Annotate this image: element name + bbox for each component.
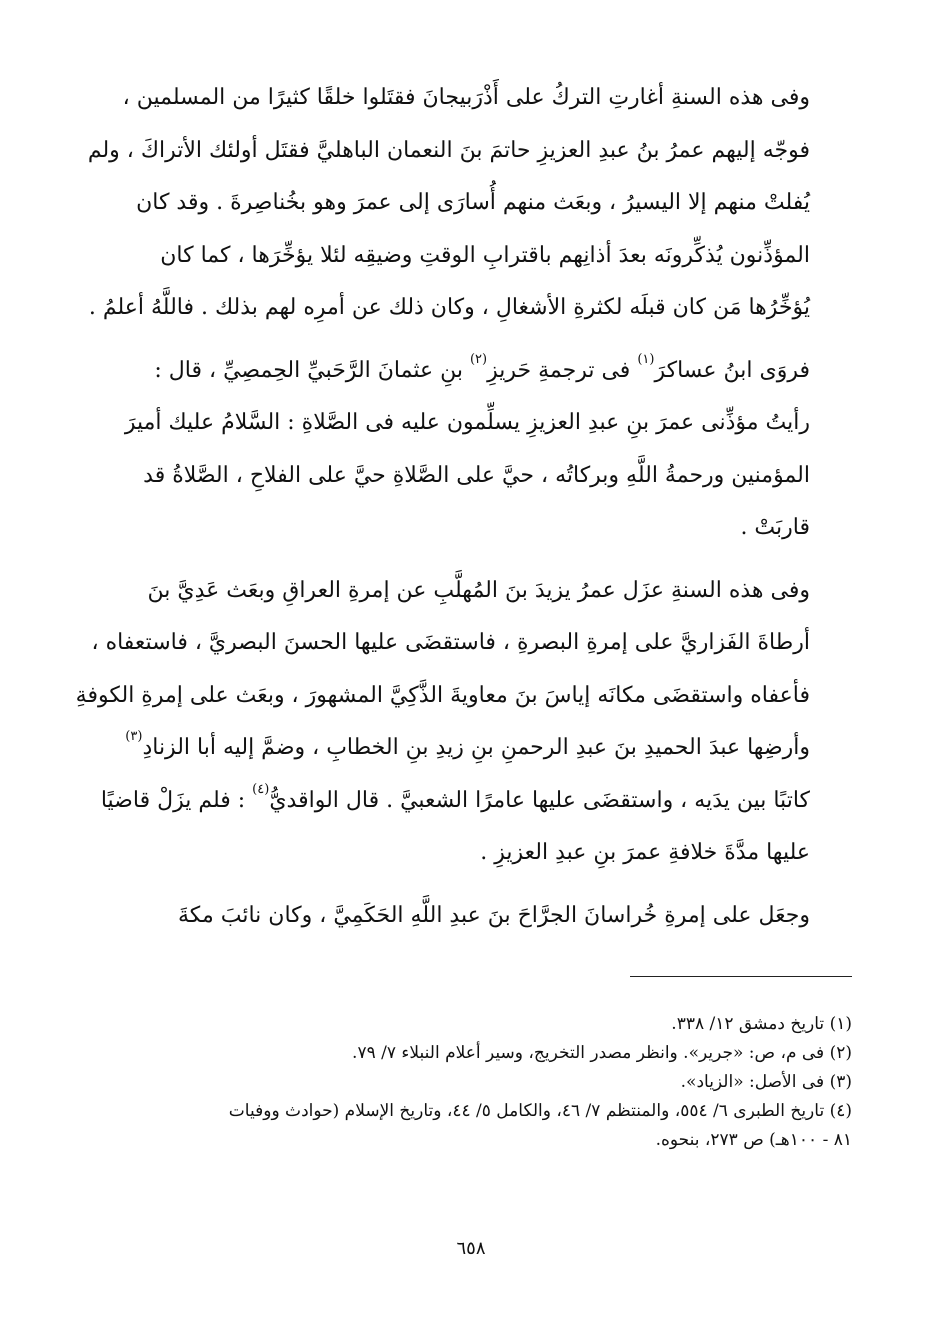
footnote-4-continued: ٨١ - ١٠٠هـ) ص ٢٧٣، بنحوه. xyxy=(655,1130,852,1150)
text-line xyxy=(100,775,810,828)
footnote-4: (٤) تاريخ الطبرى ٦/ ٥٥٤، والمنتظم ٧/ ٤٦، والكامل ٥/ ٤٤، وتاريخ الإسلام (حوادث ووفيات xyxy=(228,1101,852,1121)
footnote-1: (١) تاريخ دمشق ١٢/ ٣٣٨. xyxy=(671,1014,852,1034)
text-line: يُؤخِّرُها مَن كان قبلَه لكثرةِ الأشغالِ ، وكان ذلك عن أمرِه لهم بذلك . فاللَّهُ أعلمُ . xyxy=(88,295,810,320)
line-text: كاتبًا بين يدَيه ، واستقضَى عليها عامرًا الشعبيَّ . قال الواقديُّ xyxy=(269,787,810,813)
main-text xyxy=(75,72,810,952)
text-line: قاربَتْ . xyxy=(740,515,810,540)
line-end: بنِ عثمانَ الرَّحَبيِّ الحِمصِيِّ ، قال : xyxy=(154,357,470,383)
footnote-2: (٢) فى م، ص: «جرير». وانظر مصدر التخريج، وسير أعلام النبلاء ٧/ ٧٩. xyxy=(352,1043,852,1063)
footnotes xyxy=(135,1010,852,1155)
footnote-ref-1[interactable]: (١) xyxy=(637,351,655,367)
line-end: : فلم يزَلْ قاضيًا xyxy=(100,787,253,813)
text-line: عليها مدَّةَ خلافةِ عمرَ بنِ عبدِ العزيزِ . xyxy=(480,840,810,865)
text-line: وفى هذه السنةِ أغارتِ التركُ على أَذْرَبيجانَ فقتَلوا خلقًا كثيرًا من المسلمين ، xyxy=(122,85,810,110)
footnote-divider xyxy=(630,976,852,977)
footnote-3: (٣) فى الأصل: «الزياد». xyxy=(680,1072,852,1092)
text-line: وجعَل على إمرةِ خُراسانَ الجرَّاحَ بنَ عبدِ اللَّهِ الحَكَمِيَّ ، وكان نائبَ مكةَ xyxy=(178,902,810,928)
text-line: وفى هذه السنةِ عزَل عمرُ يزيدَ بنَ المُهلَّبِ عن إمرةِ العراقِ وبعَث عَدِيَّ بنَ xyxy=(147,577,810,603)
text-line xyxy=(135,345,810,398)
text-line: فأعفاه واستقضَى مكانَه إياسَ بنَ معاويةَ الذَّكِيَّ المشهورَ ، وبعَث على إمرةِ الكوفةِ xyxy=(75,682,810,708)
text-line: أرطاةَ الفَزاريَّ على إمرةِ البصرةِ ، فاستقضَى عليها الحسنَ البصريَّ ، فاستعفاه ، xyxy=(91,630,810,655)
text-line: المؤذِّنون يُذكِّرونَه بعدَ أذانِهم باقترابِ الوقتِ وضيقِه لئلا يؤخِّرَها ، كما كان xyxy=(160,242,810,268)
footnote-ref-4[interactable]: (٤) xyxy=(252,781,270,797)
text-line xyxy=(125,722,810,775)
page-number: ٦٥٨ xyxy=(456,1238,486,1259)
text-line: المؤمنين ورحمةُ اللَّهِ وبركاتُه ، حيَّ على الصَّلاةِ حيَّ على الفلاحِ ، الصَّلاةُ قد xyxy=(143,462,810,488)
line-start: فروَى ابنُ عساكرَ xyxy=(654,357,810,383)
text-line: رأيتُ مؤذِّنى عمرَ بنِ عبدِ العزيزِ يسلِّمون عليه فى الصَّلاةِ : السَّلامُ عليك أميرَ xyxy=(124,410,810,435)
footnote-ref-3[interactable]: (٣) xyxy=(125,729,143,744)
footnote-ref-2[interactable]: (٢) xyxy=(469,351,488,367)
paragraph-2 xyxy=(124,345,810,555)
paragraph-3 xyxy=(75,565,810,880)
line-middle: فى ترجمةِ حَريزِ xyxy=(487,357,638,383)
paragraph-1 xyxy=(87,72,810,335)
paragraph-4 xyxy=(135,890,810,943)
text-line: يُفلتْ منهم إلا اليسيرُ ، وبعَث منهم أُسارَى إلى عمرَ وهو بخُناصِرةَ . وقد كان xyxy=(136,190,810,215)
text-line: فوجّه إليهم عمرُ بنُ عبدِ العزيزِ حاتمَ بنَ النعمان الباهليَّ فقتَل أولئك الأتراكَ ، ولم xyxy=(87,137,810,163)
line-text: وأرضِها عبدَ الحميدِ بنَ عبدِ الرحمنِ بنِ زيدِ بنِ الخطابِ ، وضمَّ إليه أبا الزنادِ xyxy=(142,735,810,760)
